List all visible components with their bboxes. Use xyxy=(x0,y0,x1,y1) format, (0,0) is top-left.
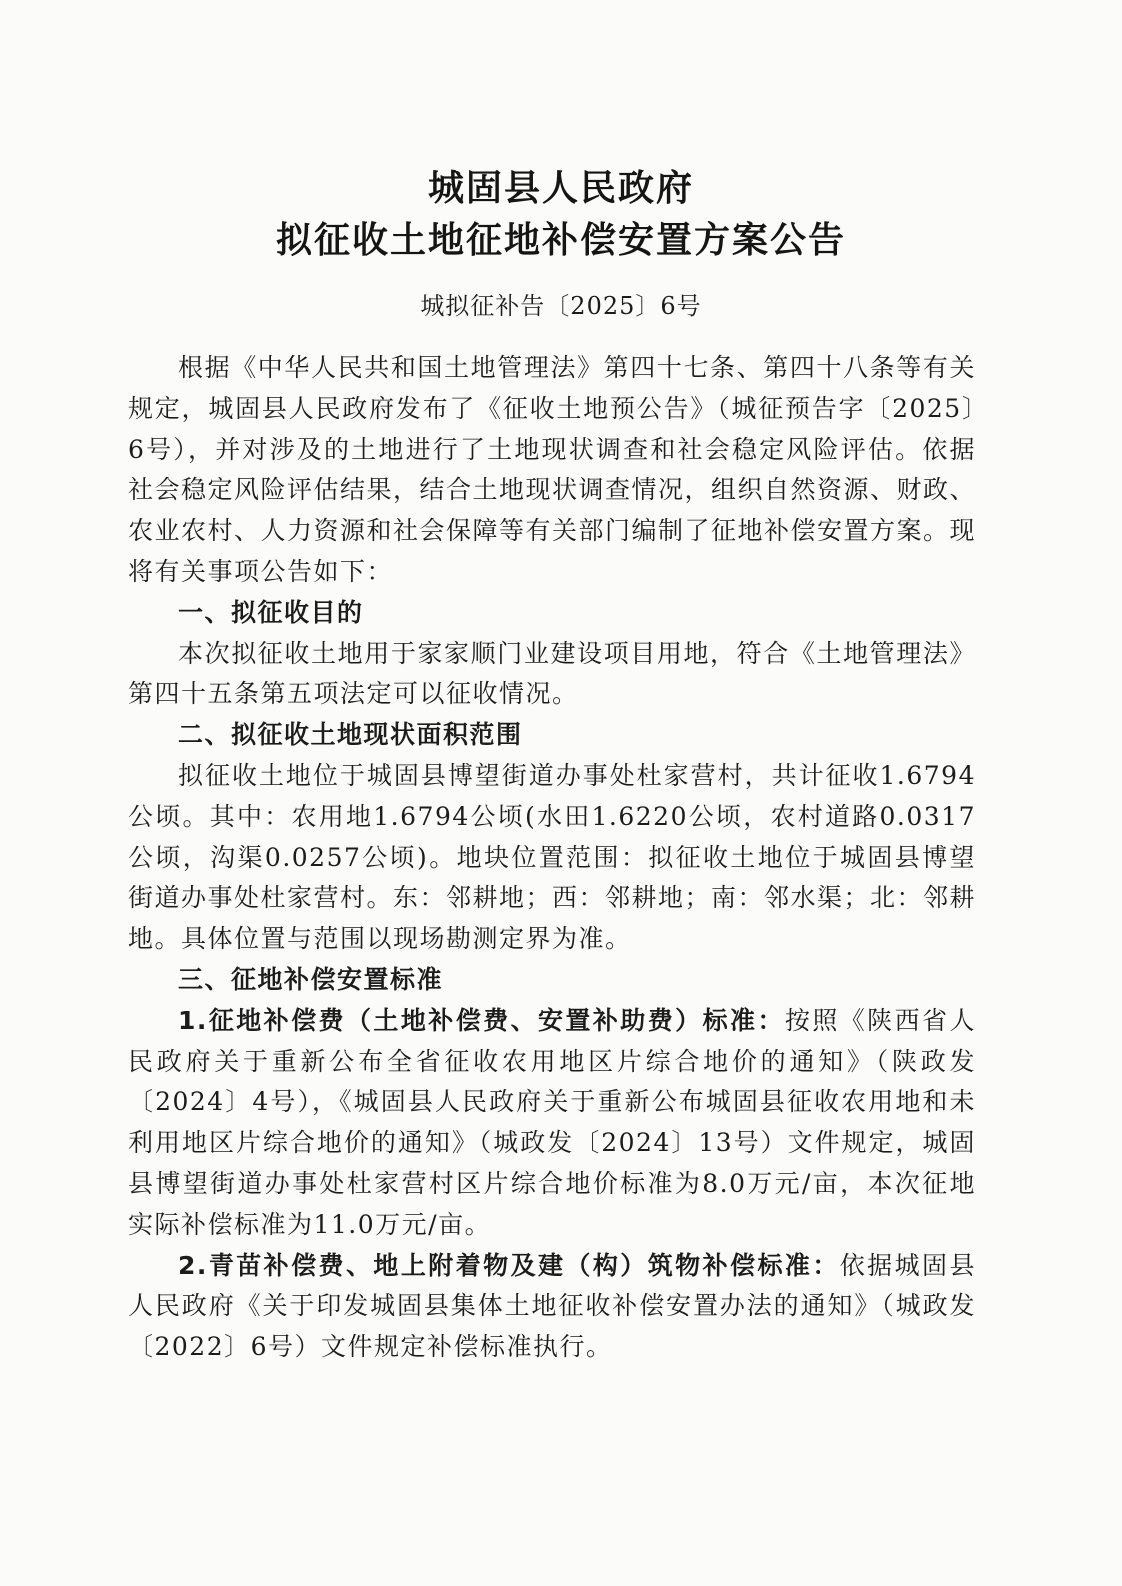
section-1-heading: 一、拟征收目的 xyxy=(178,597,364,627)
item-2-text: 依据城固县人民政府《关于印发城固县集体土地征收补偿安置办法的通知》（城政发〔2022〕6号）文件规定补偿标准执行。 xyxy=(128,1250,976,1362)
item-1-text: 按照《陕西省人民政府关于重新公布全省征收农用地区片综合地价的通知》（陕政发〔2024〕4号），《城固县人民政府关于重新公布城固县征收农用地和未利用地区片综合地价的通知》（城政发〔2024〕13号）文件规定，城固县博望街道办事处杜家营村区片综合地价标准为8.0万元/亩，本次征地实际补偿标准为11.0万元/亩。 xyxy=(128,1005,976,1239)
section-2-paragraph: 拟征收土地位于城固县博望街道办事处杜家营村，共计征收1.6794公顷。其中：农用地1.6794公顷(水田1.6220公顷，农村道路0.0317公顷，沟渠0.0257公顷)。地块位置范围：拟征收土地位于城固县博望街道办事处杜家营村。东：邻耕地；西：邻耕地；南：邻水渠；北：邻耕地。具体位置与范围以现场勘测定界为准。 xyxy=(128,760,977,954)
item-1-label: 1.征地补偿费（土地补偿费、安置补助费）标准： xyxy=(178,1005,785,1035)
title-line-2: 拟征收土地征地补偿安置方案公告 xyxy=(275,220,846,261)
section-2-heading: 二、拟征收土地现状面积范围 xyxy=(178,720,523,750)
item-2-label: 2.青苗补偿费、地上附着物及建（构）筑物补偿标准： xyxy=(178,1250,840,1280)
item-2-paragraph xyxy=(128,1246,976,1368)
document-number: 城拟征补告〔2025〕6号 xyxy=(420,292,702,320)
section-1-paragraph: 本次拟征收土地用于家家顺门业建设项目用地，符合《土地管理法》第四十五条第五项法定可以征收情况。 xyxy=(128,638,976,709)
title-line-1: 城固县人民政府 xyxy=(427,168,694,209)
item-1-paragraph xyxy=(128,1001,976,1246)
document-body xyxy=(128,348,976,1368)
section-3-heading: 三、征地补偿安置标准 xyxy=(178,964,444,994)
intro-paragraph: 根据《中华人民共和国土地管理法》第四十七条、第四十八条等有关规定，城固县人民政府发布了《征收土地预公告》（城征预告字〔2025〕6号），并对涉及的土地进行了土地现状调查和社会稳定风险评估。依据社会稳定风险评估结果，结合土地现状调查情况，组织自然资源、财政、农业农村、人力资源和社会保障等有关部门编制了征地补偿安置方案。现将有关事项公告如下： xyxy=(128,353,977,586)
